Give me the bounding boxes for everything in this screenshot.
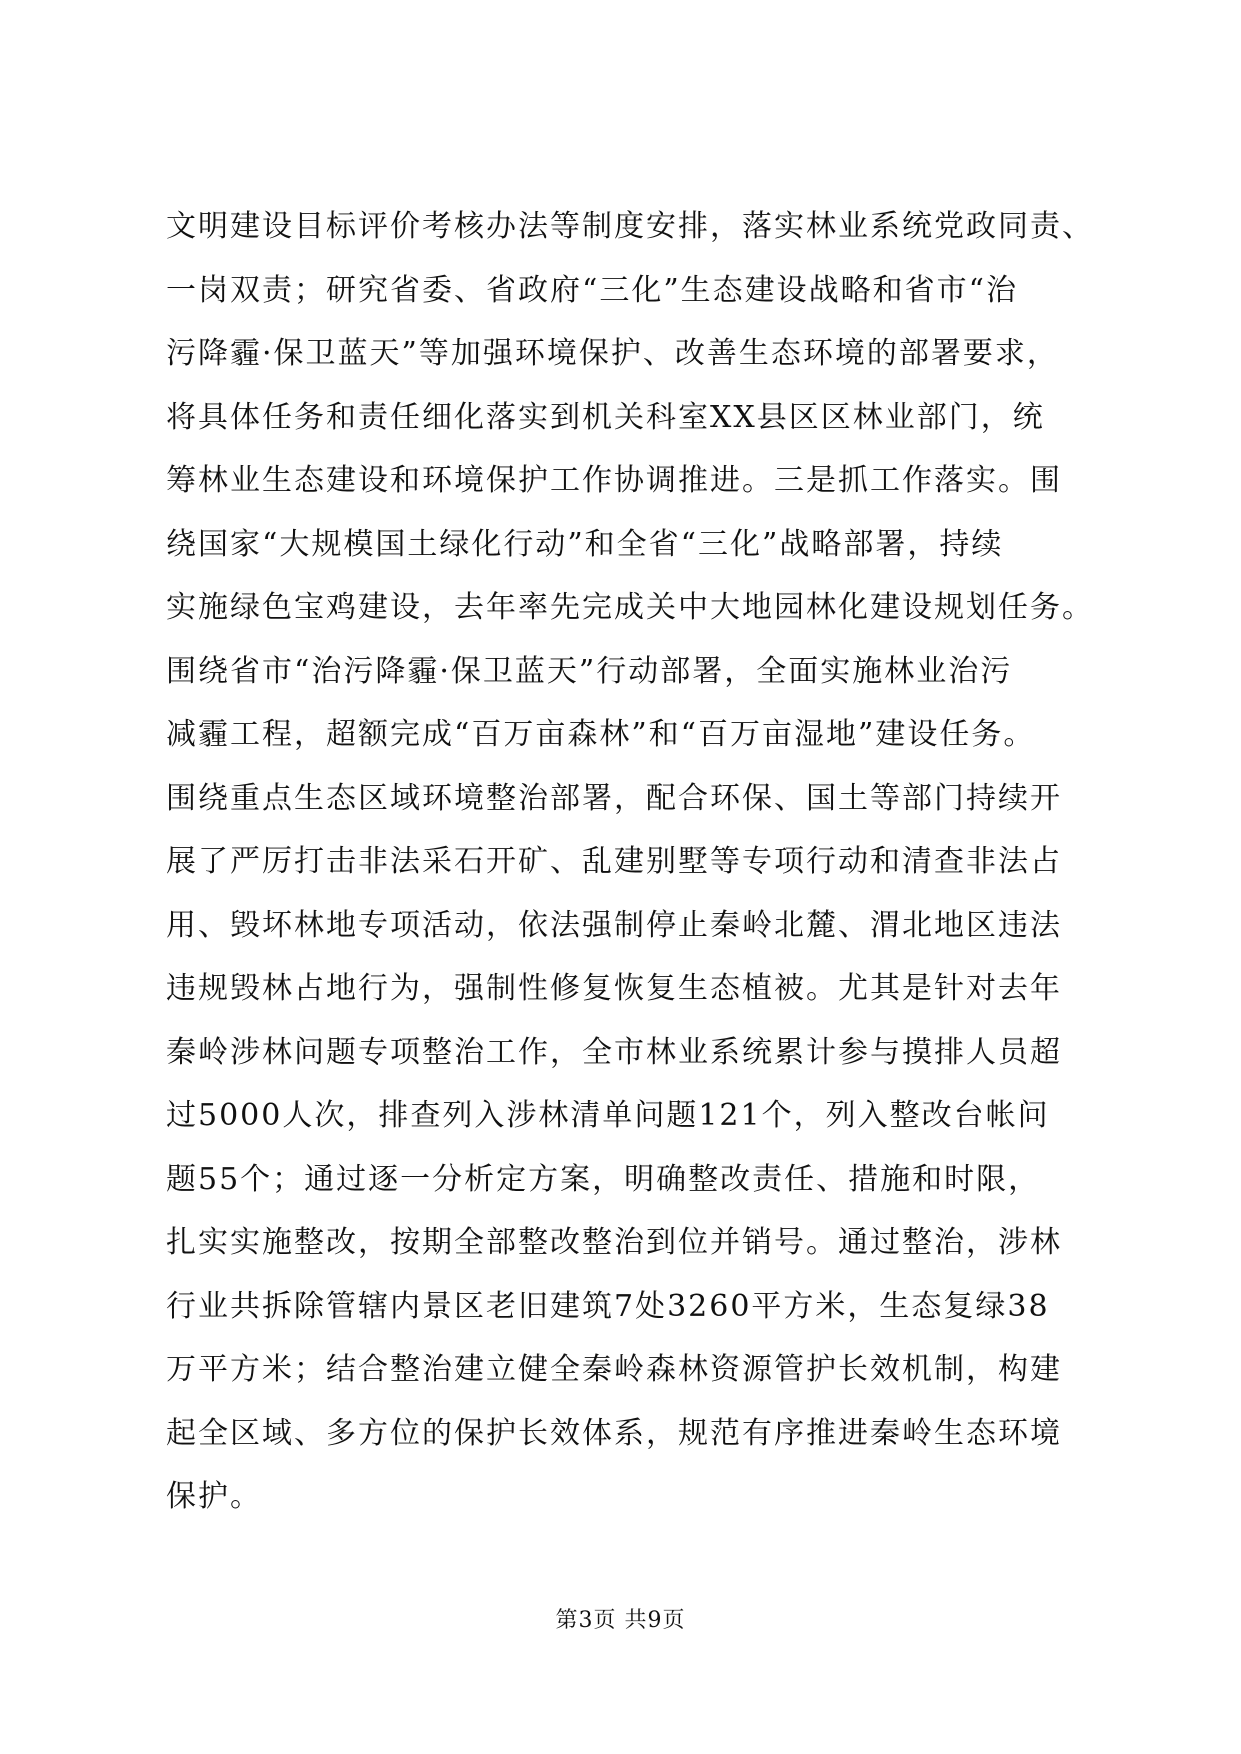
text-line: 展了严厉打击非法采石开矿、乱建别墅等专项行动和清查非法占 xyxy=(166,844,1062,879)
text-line: 用、毁坏林地专项活动，依法强制停止秦岭北麓、渭北地区违法 xyxy=(166,907,1062,943)
page-footer: 第3页 共9页 xyxy=(555,1608,686,1633)
text-line: 题55个；通过逐一分析定方案，明确整改责任、措施和时限， xyxy=(166,1161,1041,1197)
text-line: 一岗双责；研究省委、省政府“三化”生态建设战略和省市“治 xyxy=(166,272,1019,308)
text-line: 秦岭涉林问题专项整治工作，全市林业系统累计参与摸排人员超 xyxy=(166,1034,1062,1070)
text-line: 文明建设目标评价考核办法等制度安排，落实林业系统党政同责、 xyxy=(166,209,1094,244)
text-line: 将具体任务和责任细化落实到机关科室XX县区区林业部门，统 xyxy=(166,399,1045,435)
text-line: 绕国家“大规模国土绿化行动”和全省“三化”战略部署，持续 xyxy=(166,526,1004,562)
text-line: 扎实实施整改，按期全部整改整治到位并销号。通过整治，涉林 xyxy=(166,1225,1062,1260)
text-line: 保护。 xyxy=(166,1479,262,1514)
text-line: 实施绿色宝鸡建设，去年率先完成关中大地园林化建设规划任务。 xyxy=(166,590,1094,625)
text-line: 围绕省市“治污降霾·保卫蓝天”行动部署，全面实施林业治污 xyxy=(166,653,1013,689)
text-line: 减霾工程，超额完成“百万亩森林”和“百万亩湿地”建设任务。 xyxy=(166,717,1036,752)
text-line: 污降霾·保卫蓝天”等加强环境保护、改善生态环境的部署要求， xyxy=(166,336,1059,371)
text-line: 筹林业生态建设和环境保护工作协调推进。三是抓工作落实。围 xyxy=(166,463,1062,498)
body-paragraph xyxy=(166,205,1126,1539)
text-line: 起全区域、多方位的保护长效体系，规范有序推进秦岭生态环境 xyxy=(166,1415,1062,1451)
text-line: 万平方米；结合整治建立健全秦岭森林资源管护长效机制，构建 xyxy=(166,1352,1062,1387)
text-line: 行业共拆除管辖内景区老旧建筑7处3260平方米，生态复绿38 xyxy=(166,1288,1050,1324)
text-line: 过5000人次，排查列入涉林清单问题121个，列入整改台帐问 xyxy=(166,1098,1050,1133)
text-line: 违规毁林占地行为，强制性修复恢复生态植被。尤其是针对去年 xyxy=(166,971,1062,1006)
text-line: 围绕重点生态区域环境整治部署，配合环保、国土等部门持续开 xyxy=(166,780,1062,816)
